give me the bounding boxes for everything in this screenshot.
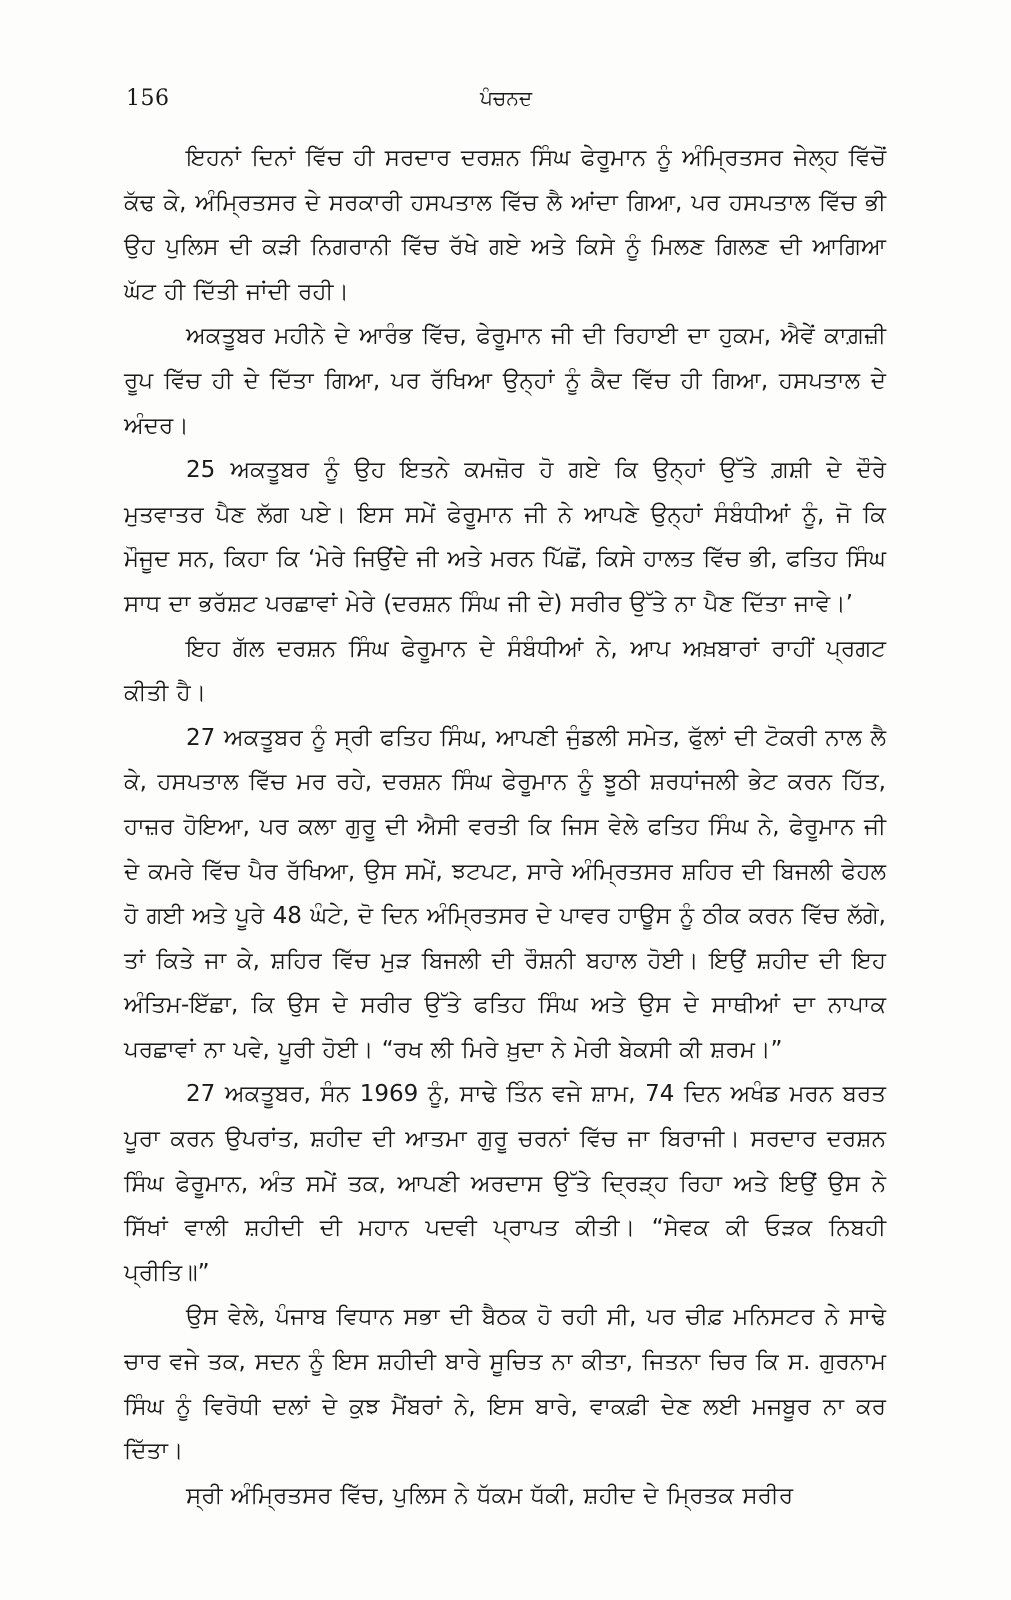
paragraph-5: 27 ਅਕਤੂਬਰ ਨੂੰ ਸ੍ਰੀ ਫਤਿਹ ਸਿੰਘ, ਆਪਣੀ ਜੁੰਡਲੀ ਸਮੇਤ, ਫੁੱਲਾਂ ਦੀ ਟੋਕਰੀ ਨਾਲ ਲੈ ਕੇ, ਹਸਪਤਾਲ ਵਿੱਚ ਮਰ ਰਹੇ, ਦਰਸ਼ਨ ਸਿੰਘ ਫੇਰੂਮਾਨ ਨੂੰ ਝੂਠੀ ਸ਼ਰਧਾਂਜਲੀ ਭੇਟ ਕਰਨ ਹਿੱਤ, ਹਾਜ਼ਰ ਹੋਇਆ, ਪਰ ਕਲਾ ਗੁਰੂ ਦੀ ਐਸੀ ਵਰਤੀ ਕਿ ਜਿਸ ਵੇਲੇ ਫਤਿਹ ਸਿੰਘ ਨੇ, ਫੇਰੂਮਾਨ ਜੀ ਦੇ ਕਮਰੇ ਵਿੱਚ ਪੈਰ ਰੱਖਿਆ, ਉਸ ਸਮੇਂ, ਝਟਪਟ, ਸਾਰੇ ਅੰਮ੍ਰਿਤਸਰ ਸ਼ਹਿਰ ਦੀ ਬਿਜਲੀ ਫੇਹਲ ਹੋ ਗਈ ਅਤੇ ਪੂਰੇ 48 ਘੰਟੇ, ਦੋ ਦਿਨ ਅੰਮ੍ਰਿਤਸਰ ਦੇ ਪਾਵਰ ਹਾਊਸ ਨੂੰ ਠੀਕ ਕਰਨ ਵਿੱਚ ਲੱਗੇ, ਤਾਂ ਕਿਤੇ ਜਾ ਕੇ, ਸ਼ਹਿਰ ਵਿੱਚ ਮੁੜ ਬਿਜਲੀ ਦੀ ਰੌਸ਼ਨੀ ਬਹਾਲ ਹੋਈ। ਇਉਂ ਸ਼ਹੀਦ ਦੀ ਇਹ ਅੰਤਿਮ-ਇੱਛਾ, ਕਿ ਉਸ ਦੇ ਸਰੀਰ ਉੱਤੇ ਫਤਿਹ ਸਿੰਘ ਅਤੇ ਉਸ ਦੇ ਸਾਥੀਆਂ ਦਾ ਨਾਪਾਕ ਪਰਛਾਵਾਂ ਨਾ ਪਵੇ, ਪੂਰੀ ਹੋਈ। “ਰਖ ਲੀ ਮਿਰੇ ਖ਼ੁਦਾ ਨੇ ਮੇਰੀ ਬੇਕਸੀ ਕੀ ਸ਼ਰਮ।” bbox=[124, 724, 886, 1063]
page-number: 156 bbox=[126, 86, 170, 111]
page-header bbox=[126, 86, 886, 126]
running-title: ਪੰਚਨਦ bbox=[479, 86, 533, 110]
paragraph-7: ਉਸ ਵੇਲੇ, ਪੰਜਾਬ ਵਿਧਾਨ ਸਭਾ ਦੀ ਬੈਠਕ ਹੋ ਰਹੀ ਸੀ, ਪਰ ਚੀਫ਼ ਮਨਿਸਟਰ ਨੇ ਸਾਢੇ ਚਾਰ ਵਜੇ ਤਕ, ਸਦਨ ਨੂੰ ਇਸ ਸ਼ਹੀਦੀ ਬਾਰੇ ਸੂਚਿਤ ਨਾ ਕੀਤਾ, ਜਿਤਨਾ ਚਿਰ ਕਿ ਸ. ਗੁਰਨਾਮ ਸਿੰਘ ਨੂੰ ਵਿਰੋਧੀ ਦਲਾਂ ਦੇ ਕੁਝ ਮੈਂਬਰਾਂ ਨੇ, ਇਸ ਬਾਰੇ, ਵਾਕਫ਼ੀ ਦੇਣ ਲਈ ਮਜਬੂਰ ਨਾ ਕਰ ਦਿੱਤਾ। bbox=[124, 1304, 886, 1465]
paragraph-3: 25 ਅਕਤੂਬਰ ਨੂੰ ਉਹ ਇਤਨੇ ਕਮਜ਼ੋਰ ਹੋ ਗਏ ਕਿ ਉਨ੍ਹਾਂ ਉੱਤੇ ਗ਼ਸ਼ੀ ਦੇ ਦੌਰੇ ਮੁਤਵਾਤਰ ਪੈਣ ਲੱਗ ਪਏ। ਇਸ ਸਮੇਂ ਫੇਰੂਮਾਨ ਜੀ ਨੇ ਆਪਣੇ ਉਨ੍ਹਾਂ ਸੰਬੰਧੀਆਂ ਨੂੰ, ਜੋ ਕਿ ਮੌਜੂਦ ਸਨ, ਕਿਹਾ ਕਿ ‘ਮੇਰੇ ਜਿਉਂਦੇ ਜੀ ਅਤੇ ਮਰਨ ਪਿੱਛੋਂ, ਕਿਸੇ ਹਾਲਤ ਵਿੱਚ ਭੀ, ਫਤਿਹ ਸਿੰਘ ਸਾਧ ਦਾ ਭਰੱਸ਼ਟ ਪਰਛਾਵਾਂ ਮੇਰੇ (ਦਰਸ਼ਨ ਸਿੰਘ ਜੀ ਦੇ) ਸਰੀਰ ਉੱਤੇ ਨਾ ਪੈਣ ਦਿੱਤਾ ਜਾਵੇ।’ bbox=[124, 457, 886, 617]
paragraph-1: ਇਹਨਾਂ ਦਿਨਾਂ ਵਿੱਚ ਹੀ ਸਰਦਾਰ ਦਰਸ਼ਨ ਸਿੰਘ ਫੇਰੂਮਾਨ ਨੂੰ ਅੰਮ੍ਰਿਤਸਰ ਜੇਲ੍ਹ ਵਿੱਚੋਂ ਕੱਢ ਕੇ, ਅੰਮ੍ਰਿਤਸਰ ਦੇ ਸਰਕਾਰੀ ਹਸਪਤਾਲ ਵਿੱਚ ਲੈ ਆਂਦਾ ਗਿਆ, ਪਰ ਹਸਪਤਾਲ ਵਿੱਚ ਭੀ ਉਹ ਪੁਲਿਸ ਦੀ ਕੜੀ ਨਿਗਰਾਨੀ ਵਿੱਚ ਰੱਖੇ ਗਏ ਅਤੇ ਕਿਸੇ ਨੂੰ ਮਿਲਣ ਗਿਲਣ ਦੀ ਆਗਿਆ ਘੱਟ ਹੀ ਦਿੱਤੀ ਜਾਂਦੀ ਰਹੀ। bbox=[124, 145, 886, 305]
paragraph-4: ਇਹ ਗੱਲ ਦਰਸ਼ਨ ਸਿੰਘ ਫੇਰੂਮਾਨ ਦੇ ਸੰਬੰਧੀਆਂ ਨੇ, ਆਪ ਅਖ਼ਬਾਰਾਂ ਰਾਹੀਂ ਪ੍ਰਗਟ ਕੀਤੀ ਹੈ। bbox=[124, 635, 886, 707]
paragraph-2: ਅਕਤੂਬਰ ਮਹੀਨੇ ਦੇ ਆਰੰਭ ਵਿੱਚ, ਫੇਰੂਮਾਨ ਜੀ ਦੀ ਰਿਹਾਈ ਦਾ ਹੁਕਮ, ਐਵੇਂ ਕਾਗ਼ਜ਼ੀ ਰੂਪ ਵਿੱਚ ਹੀ ਦੇ ਦਿੱਤਾ ਗਿਆ, ਪਰ ਰੱਖਿਆ ਉਨ੍ਹਾਂ ਨੂੰ ਕੈਦ ਵਿੱਚ ਹੀ ਗਿਆ, ਹਸਪਤਾਲ ਦੇ ਅੰਦਰ। bbox=[124, 323, 886, 439]
paragraph-6: 27 ਅਕਤੂਬਰ, ਸੰਨ 1969 ਨੂੰ, ਸਾਢੇ ਤਿੰਨ ਵਜੇ ਸ਼ਾਮ, 74 ਦਿਨ ਅਖੰਡ ਮਰਨ ਬਰਤ ਪੂਰਾ ਕਰਨ ਉਪਰਾਂਤ, ਸ਼ਹੀਦ ਦੀ ਆਤਮਾ ਗੁਰੂ ਚਰਨਾਂ ਵਿੱਚ ਜਾ ਬਿਰਾਜੀ। ਸਰਦਾਰ ਦਰਸ਼ਨ ਸਿੰਘ ਫੇਰੂਮਾਨ, ਅੰਤ ਸਮੇਂ ਤਕ, ਆਪਣੀ ਅਰਦਾਸ ਉੱਤੇ ਦ੍ਰਿੜ੍ਹ ਰਿਹਾ ਅਤੇ ਇਉਂ ਉਸ ਨੇ ਸਿੱਖਾਂ ਵਾਲੀ ਸ਼ਹੀਦੀ ਦੀ ਮਹਾਨ ਪਦਵੀ ਪ੍ਰਾਪਤ ਕੀਤੀ। “ਸੇਵਕ ਕੀ ਓੜਕ ਨਿਬਹੀ ਪ੍ਰੀਤਿ॥” bbox=[124, 1081, 886, 1286]
paragraph-8: ਸ੍ਰੀ ਅੰਮ੍ਰਿਤਸਰ ਵਿੱਚ, ਪੁਲਿਸ ਨੇ ਧੱਕਮ ਧੱਕੀ, ਸ਼ਹੀਦ ਦੇ ਮ੍ਰਿਤਕ ਸਰੀਰ bbox=[186, 1482, 794, 1509]
body-text bbox=[124, 136, 886, 1518]
